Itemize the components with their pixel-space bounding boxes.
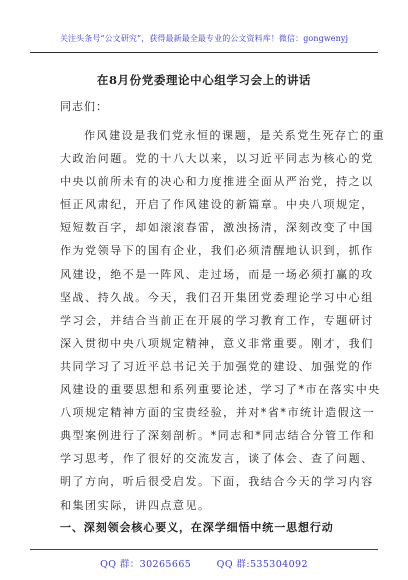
paragraph-line: 和集团实际，讲四点意见。 — [60, 498, 211, 512]
footer-divider — [30, 549, 378, 550]
footer — [0, 556, 408, 570]
paragraph-line: 典型案例进行了深刻剖析。*同志和*同志结合分管工作和 — [60, 429, 376, 443]
footer-qq-group-2: QQ 群:535304092 — [216, 559, 308, 570]
paragraph-line: 恒正风肃纪，开启了作风建设的新篇章。中央八项规定， — [60, 198, 374, 212]
paragraph-line: 深入贯彻中央八项规定精神，意义非常重要。刚才，我们 — [60, 336, 374, 350]
paragraph-line: 短短数百字，却如滚滚春雷，激浊扬清，深刻改变了中国 — [60, 221, 374, 235]
paragraph-line: 八项规定精神方面的宝贵经验，并对*省*市统计造假这一 — [60, 406, 376, 420]
paragraph-line: 风建设的重要思想和系列重要论述，学习了*市在落实中央 — [60, 383, 381, 397]
footer-qq-group-1: QQ 群：30265665 — [100, 559, 192, 570]
paragraph-line: 共同学习了习近平总书记关于加强党的建设、加强党的作 — [60, 359, 374, 373]
paragraph-line: 坚战、持久战。今天，我们召开集团党委理论学习中心组 — [60, 290, 374, 304]
paragraph-line: 作为党领导下的国有企业，我们必须清醒地认识到，抓作 — [60, 244, 374, 258]
paragraph-line: 学习思考，作了很好的交流发言，谈了体会、查了问题、 — [60, 452, 374, 466]
paragraph-line: 中央以前所未有的决心和力度推进全面从严治党，持之以 — [60, 175, 374, 189]
header-banner: 关注头条号“公文研究”，获得最新最全最专业的公文资料库！微信：gongwenyj — [59, 34, 349, 43]
document-title: 在8月份党委理论中心组学习会上的讲话 — [96, 73, 312, 87]
paragraph-line: 明了方向，听后很受启发。下面，我结合今天的学习内容 — [60, 475, 374, 489]
paragraph-line: 作风建设是我们党永恒的课题，是关系党生死存亡的重 — [84, 129, 386, 142]
header-divider — [30, 52, 378, 53]
paragraph-line: 学习会，并结合当前正在开展的学习教育工作，专题研讨 — [60, 313, 374, 327]
section-heading: 一、深刻领会核心要义，在深学细悟中统一思想行动 — [60, 521, 334, 534]
document-body — [60, 124, 386, 517]
paragraph-line: 风建设，绝不是一阵风、走过场，而是一场必须打赢的攻 — [60, 267, 374, 281]
salutation: 同志们： — [60, 100, 108, 113]
paragraph-line: 大政治问题。党的十八大以来，以习近平同志为核心的党 — [60, 152, 374, 166]
